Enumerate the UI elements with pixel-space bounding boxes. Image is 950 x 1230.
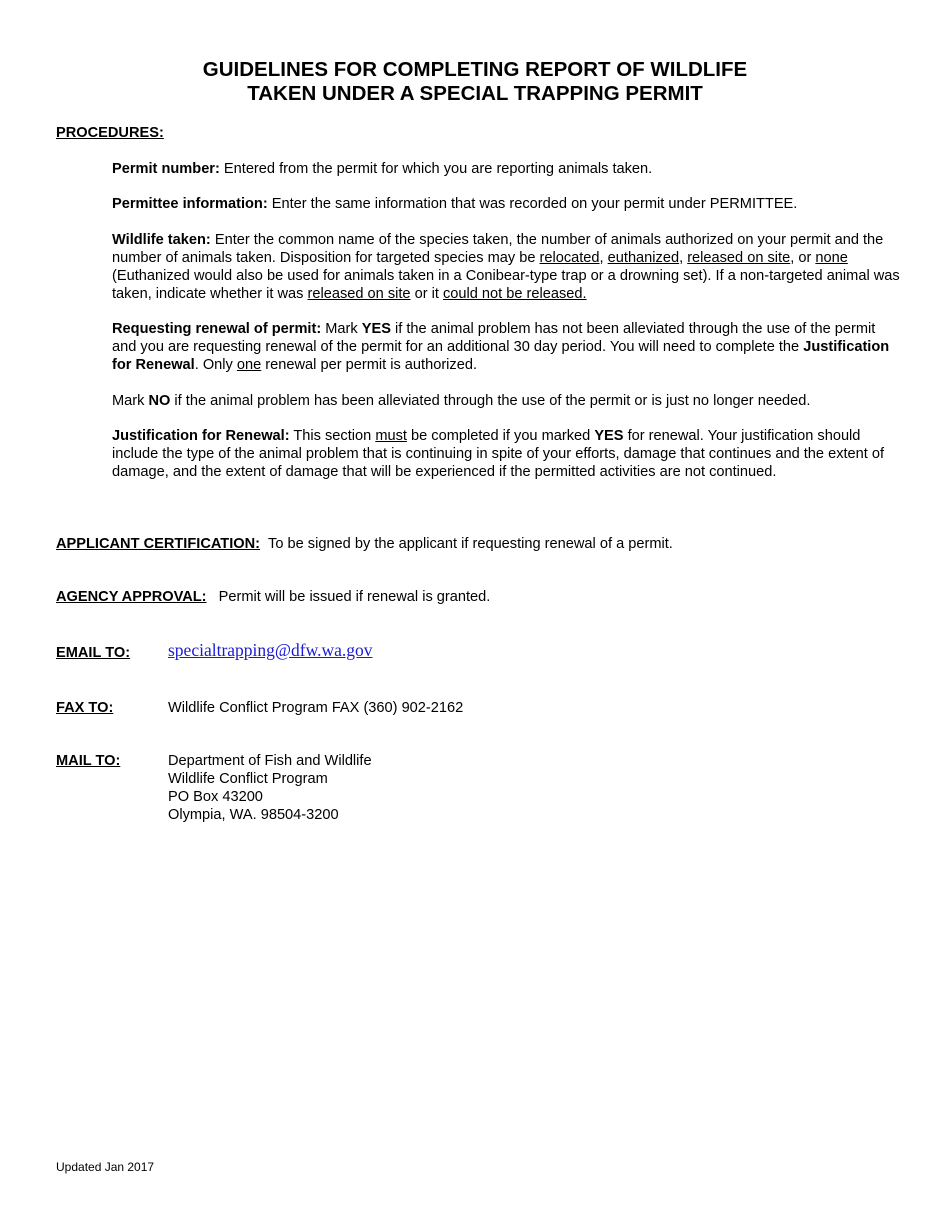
applicant-certification bbox=[56, 535, 673, 553]
procedures-heading: PROCEDURES: bbox=[56, 125, 164, 141]
mail-line-2: Wildlife Conflict Program bbox=[168, 771, 328, 787]
applicant-certification-label: APPLICANT CERTIFICATION: bbox=[56, 536, 261, 552]
renewal-text-3: . Only bbox=[194, 357, 237, 373]
disposition-none: none bbox=[815, 250, 848, 266]
disposition-released-on-site: released on site bbox=[687, 250, 791, 266]
agency-approval bbox=[56, 588, 490, 606]
agency-approval-text: Permit will be issued if renewal is granted. bbox=[214, 589, 491, 605]
wildlife-taken-text-3: , bbox=[679, 250, 688, 266]
document-title bbox=[0, 58, 950, 106]
renewal-label: Requesting renewal of permit: bbox=[112, 321, 322, 337]
agency-approval-label: AGENCY APPROVAL: bbox=[56, 589, 207, 605]
renewal-justification-ref: Justification for Renewal bbox=[112, 339, 890, 373]
title-line-2: TAKEN UNDER A SPECIAL TRAPPING PERMIT bbox=[247, 82, 703, 105]
mail-line-3: PO Box 43200 bbox=[168, 789, 263, 805]
renewal-text-1: Mark bbox=[321, 321, 362, 337]
mark-no-paragraph bbox=[112, 392, 902, 410]
mail-address bbox=[168, 752, 372, 824]
mail-line-4: Olympia, WA. 98504-3200 bbox=[168, 807, 339, 823]
wildlife-taken-text-2: , bbox=[599, 250, 608, 266]
mark-no-no: NO bbox=[148, 393, 171, 409]
justification-label: Justification for Renewal: bbox=[112, 428, 290, 444]
mark-no-text-1: Mark bbox=[112, 393, 149, 409]
justification-paragraph bbox=[112, 427, 902, 481]
mail-label: MAIL TO: bbox=[56, 753, 121, 769]
justification-yes: YES bbox=[594, 428, 624, 444]
wildlife-taken-label: Wildlife taken: bbox=[112, 232, 211, 248]
wildlife-taken-text-1: Enter the common name of the species taken, the number of animals authorized on your permit and the number of animals taken. Disposition for targeted species may be bbox=[112, 232, 884, 266]
wildlife-taken-text-4: , or bbox=[790, 250, 816, 266]
disposition-relocated: relocated bbox=[539, 250, 600, 266]
permit-number-text: Entered from the permit for which you are reporting animals taken. bbox=[219, 161, 653, 177]
justification-text-1: This section bbox=[289, 428, 376, 444]
mark-no-text-2: if the animal problem has been alleviated through the use of the permit or is just no longer needed. bbox=[170, 393, 811, 409]
justification-text-3: for renewal. Your justification should include the type of the animal problem that is continuing in spite of your efforts, damage that continues and the extent of damage, and the extent of damage that will be experienced if the permitted activities are not continued. bbox=[112, 428, 885, 480]
nontarget-could-not-be-released: could not be released. bbox=[442, 286, 587, 302]
renewal-text-2: if the animal problem has not been alleviated through the use of the permit and you are requesting renewal of the permit for an additional 30 day period. You will need to complete the bbox=[112, 321, 876, 355]
email-link[interactable]: specialtrapping@dfw.wa.gov bbox=[168, 640, 373, 660]
wildlife-taken-text-5: (Euthanized would also be used for animals taken in a Conibear-type trap or a drowning set). If a non-targeted animal was taken, indicate whether it was bbox=[112, 268, 900, 302]
footer-updated: Updated Jan 2017 bbox=[56, 1160, 155, 1174]
renewal-yes: YES bbox=[361, 321, 391, 337]
disposition-euthanized: euthanized bbox=[607, 250, 680, 266]
permit-number-paragraph bbox=[112, 160, 902, 178]
nontarget-released-on-site: released on site bbox=[307, 286, 411, 302]
permit-number-label: Permit number: bbox=[112, 161, 220, 177]
renewal-one: one bbox=[236, 357, 262, 373]
justification-text-2: be completed if you marked bbox=[406, 428, 595, 444]
fax-label: FAX TO: bbox=[56, 700, 114, 716]
renewal-paragraph bbox=[112, 320, 902, 374]
wildlife-taken-text-6: or it bbox=[410, 286, 443, 302]
renewal-text-4: renewal per permit is authorized. bbox=[261, 357, 478, 373]
permittee-info-text: Enter the same information that was recorded on your permit under PERMITTEE. bbox=[267, 196, 798, 212]
email-label: EMAIL TO: bbox=[56, 645, 131, 661]
title-line-1: GUIDELINES FOR COMPLETING REPORT OF WILDLIFE bbox=[202, 58, 748, 81]
applicant-certification-text: To be signed by the applicant if requesting renewal of a permit. bbox=[268, 536, 673, 552]
wildlife-taken-paragraph bbox=[112, 231, 902, 303]
permittee-info-paragraph bbox=[112, 195, 902, 213]
email-value bbox=[168, 641, 373, 661]
mail-line-1: Department of Fish and Wildlife bbox=[168, 753, 372, 769]
fax-value: Wildlife Conflict Program FAX (360) 902-2162 bbox=[168, 700, 464, 716]
justification-must: must bbox=[375, 428, 407, 444]
permittee-info-label: Permittee information: bbox=[112, 196, 268, 212]
